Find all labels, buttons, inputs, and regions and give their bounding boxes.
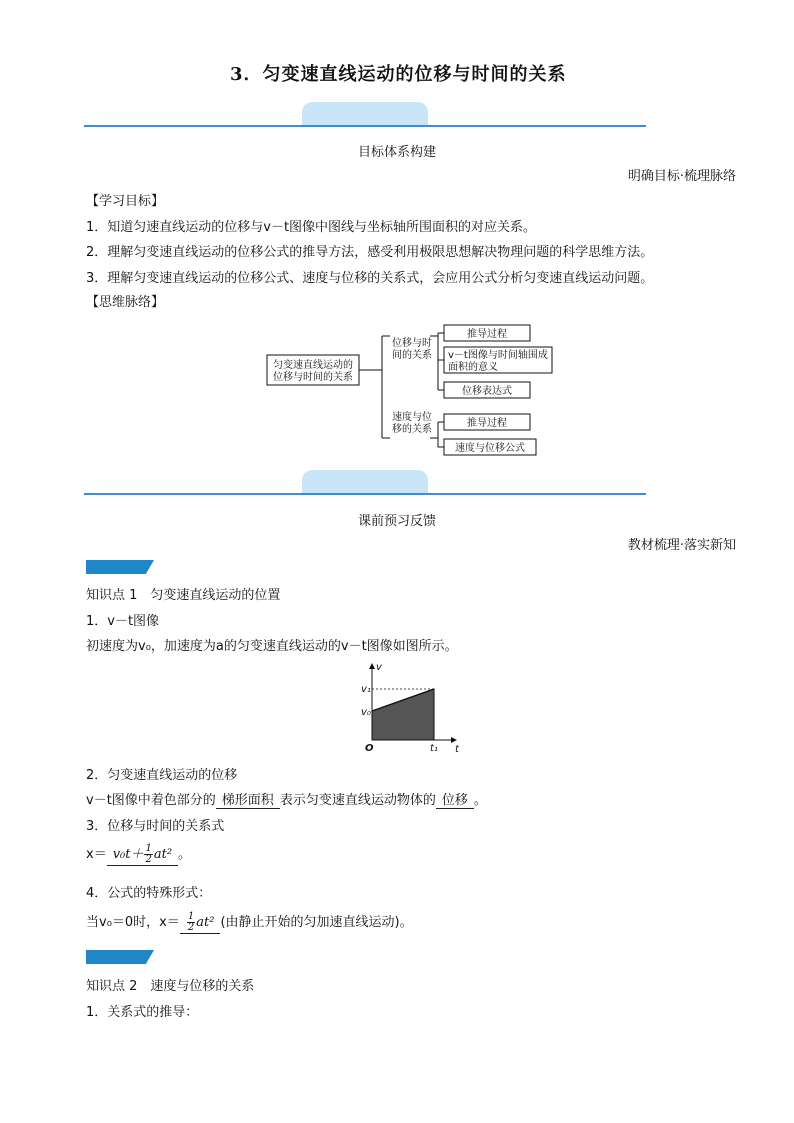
kp1-s1-text: 初速度为v₀，加速度为a的匀变速直线运动的v－t图像如图所示。 [86,639,458,654]
knowledge-tag-bar [86,560,154,574]
mindmap-leaf-5: 速度与位移公式 [455,443,525,454]
mindmap-leaf-1: 推导过程 [467,329,507,340]
kp1-s1-heading: 1．v－t图像 [86,614,160,629]
fraction-numerator: 1 [187,911,195,922]
fraction-half [187,912,195,933]
blank-area-answer: 梯形面积 [216,793,280,809]
kp1-s2-mid: 表示匀变速直线运动物体的 [279,793,436,808]
kp1-s3-end: 。 [178,847,192,862]
kp1-s3-formula [86,843,191,866]
kp1-s2-heading: 2．匀变速直线运动的位移 [86,768,238,783]
section-banner-1 [84,102,646,130]
fraction-denominator: 2 [187,922,195,933]
section-subtitle-preview: 教材梳理·落实新知 [627,538,736,553]
mindmap-root-line1: 匀变速直线运动的 [273,360,353,371]
trapezoid-area [372,689,434,740]
fraction-denominator: 2 [145,854,152,865]
section-banner-2 [84,470,646,498]
formula-at2: at² [196,915,215,930]
banner-tab [302,102,428,126]
kp1-s4-heading: 4．公式的特殊形式： [86,886,212,901]
kp1-s4-formula [86,911,413,934]
origin-label: O [365,743,374,754]
mindmap-label: 【思维脉络】 [86,295,165,310]
kp1-s2-text [86,789,487,809]
formula-at2: at² [153,847,173,862]
section-heading-goals: 目标体系构建 [357,145,436,160]
mind-map [262,318,562,460]
banner-tab [302,470,428,494]
v-axis-label: v [376,662,382,673]
mindmap-branch1-line1: 位移与时 [392,338,432,349]
blank-position-formula [107,844,178,866]
kp1-title: 知识点 1 匀变速直线运动的位置 [86,588,281,603]
kp1-s2-end: 。 [473,793,487,808]
mindmap-leaf-4: 推导过程 [467,418,507,429]
fraction-half [144,844,152,865]
blank-displacement-answer: 位移 [436,793,474,809]
mindmap-branch2-line1: 速度与位 [392,412,432,423]
section-heading-preview: 课前预习反馈 [357,514,436,529]
kp2-title: 知识点 2 速度与位移的关系 [86,979,255,994]
formula-v0t: v₀t＋ [112,847,144,862]
mindmap-branch2-line2: 移的关系 [392,424,432,435]
knowledge-tag-bar [86,950,154,964]
kp1-s4-pre: 当v₀＝0时，x＝ [86,915,180,930]
section-subtitle-goals: 明确目标·梳理脉络 [627,169,736,184]
mindmap-root-line2: 位移与时间的关系 [273,372,353,383]
blank-special-formula [180,912,221,934]
mindmap-leaf-2-line1: v－t图像与时间轴围成 [448,350,548,361]
t-axis-label: t [455,744,459,755]
mindmap-branch1-line2: 间的关系 [392,350,432,361]
v1-label: v₁ [361,684,371,695]
kp1-s2-pre: v－t图像中着色部分的 [86,793,216,808]
vt-graph [356,660,468,756]
v0-label: v₀ [361,707,371,718]
goals-label: 【学习目标】 [86,194,165,209]
fraction-numerator: 1 [145,843,152,854]
goal-item-3: 3．理解匀变速直线运动的位移公式、速度与位移的关系式，会应用公式分析匀变速直线运动问题。 [86,271,654,286]
goal-item-1: 1．知道匀速直线运动的位移与v－t图像中图线与坐标轴所围面积的对应关系。 [86,220,537,235]
goal-item-2: 2．理解匀变速直线运动的位移公式的推导方法，感受利用极限思想解决物理问题的科学思维方法。 [86,245,654,260]
kp1-s4-end: (由静止开始的匀加速直线运动)。 [220,915,413,930]
mindmap-leaf-2-line2: 面积的意义 [448,362,498,373]
t1-label: t₁ [430,743,438,754]
kp1-s3-heading: 3．位移与时间的关系式 [86,819,225,834]
mindmap-leaf-3: 位移表达式 [462,386,512,397]
banner-rule [84,493,646,495]
kp1-s3-pre: x＝ [86,847,107,862]
page-title: 3．匀变速直线运动的位移与时间的关系 [230,64,567,85]
banner-rule [84,125,646,127]
kp2-s1-heading: 1．关系式的推导： [86,1005,199,1020]
